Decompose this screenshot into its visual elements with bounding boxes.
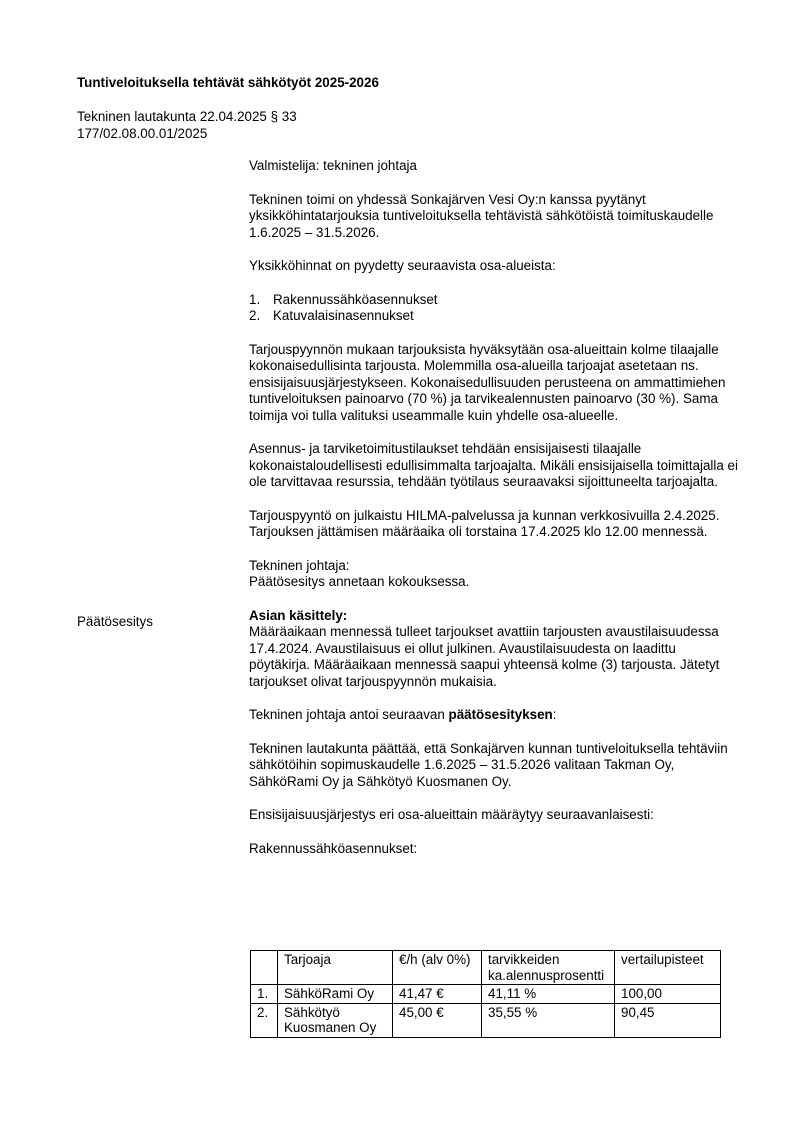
meeting-line: Tekninen lautakunta 22.04.2025 § 33	[77, 109, 297, 124]
record-number: 177/02.08.00.01/2025	[77, 125, 208, 141]
header-cell: Tarjoaja	[278, 951, 393, 985]
areas-list	[249, 292, 739, 325]
document-body	[249, 158, 739, 874]
unit-prices-paragraph: Yksikköhinnat on pyydetty seuraavista osa-alueista:	[249, 258, 556, 273]
header-cell	[251, 951, 278, 985]
table-cell: 45,00 €	[393, 1003, 482, 1037]
document-title: Tuntiveloituksella tehtävät sähkötyöt 2025-2026	[77, 75, 379, 90]
gave-proposal-paragraph	[249, 707, 739, 724]
handling-heading: Asian käsittely:	[249, 607, 348, 623]
offers-table	[250, 950, 721, 1038]
orders-paragraph: Asennus- ja tarviketoimitustilaukset tehdään ensisijaisesti tilaajalle kokonaistaloudellisesti edullisimmalta tarjoajalta. Mikäli ensisijaisella toimittajalla ei ole tarvittavaa resurssia, tehdään työtilaus seuraavaksi sijoittuneelta tarjoajalta.	[249, 441, 738, 489]
gave-suffix: :	[552, 707, 557, 722]
publication-paragraph: Tarjouspyyntö on julkaistu HILMA-palvelussa ja kunnan verkkosivuilla 2.4.2025. Tarjouksen jättämisen määräaika oli torstaina 17.4.2025 klo 12.00 mennessä.	[249, 507, 720, 539]
list-item	[249, 292, 739, 309]
header-cell: tarvikkeiden ka.alennusprosentti	[482, 951, 615, 985]
table-cell: 2.	[251, 1003, 278, 1037]
priority-paragraph: Ensisijaisuusjärjestys eri osa-alueittain määräytyy seuraavanlaisesti:	[249, 807, 654, 822]
proposal-by: Tekninen johtaja:	[249, 557, 350, 573]
table-cell: SähköRami Oy	[278, 985, 393, 1004]
list-number: 2.	[249, 308, 261, 323]
table-header-row	[251, 951, 721, 985]
intro-paragraph: Tekninen toimi on yhdessä Sonkajärven Vesi Oy:n kanssa pyytänyt yksikköhintatarjouksia tuntiveloituksella tehtävistä sähkötöistä toimituskaudelle 1.6.2025 – 31.5.2026.	[249, 191, 714, 240]
handling-text: Määräaikaan mennessä tulleet tarjoukset avattiin tarjousten avaustilaisuudessa 17.4.2024. Avaustilaisuus ei ollut julkinen. Avaustilaisuudesta on laadittu pöytäkirja. Määräaikaan mennessä saapui yhteensä kolme (3) tarjousta. Jätetyt tarjoukset olivat tarjouspyynnön mukaisia.	[249, 624, 720, 689]
table-cell: 90,45	[615, 1003, 721, 1037]
table-cell: Sähkötyö Kuosmanen Oy	[278, 1003, 393, 1037]
decision-paragraph: Tekninen lautakunta päättää, että Sonkajärven kunnan tuntiveloituksella tehtäviin sähkötöihin sopimuskaudelle 1.6.2025 – 31.5.2026 valitaan Takman Oy, SähköRami Oy ja Sähkötyö Kuosmanen Oy.	[249, 740, 728, 789]
gave-bold: päätösesityksen	[448, 707, 553, 722]
list-label: Katuvalaisinasennukset	[273, 308, 414, 323]
proposal-block	[249, 558, 739, 591]
acceptance-paragraph: Tarjouspyynnön mukaan tarjouksista hyväksytään osa-alueittain kolme tilaajalle kokonaisedullisinta tarjousta. Molemmilla osa-alueilla tarjoajat asetetaan ns. ensisijaisuusjärjestykseen. Kokonaisedullisuuden perusteena on ammattimiehen tuntiveloituksen painoarvo (70 %) ja tarvikealennusten painoarvo (30 %). Sama toimija voi tulla valituksi useammalle kuin yhdelle osa-alueelle.	[249, 341, 726, 423]
list-item	[249, 308, 739, 325]
meeting-info	[77, 109, 297, 142]
table-cell: 35,55 %	[482, 1003, 615, 1037]
list-number: 1.	[249, 291, 261, 307]
handling-block	[249, 608, 739, 691]
gave-prefix: Tekninen johtaja antoi seuraavan	[249, 707, 449, 722]
proposal-label: Päätösesitys	[77, 614, 153, 629]
preparer: Valmistelija: tekninen johtaja	[249, 158, 417, 173]
header-cell: €/h (alv 0%)	[393, 951, 482, 985]
proposal-text: Päätösesitys annetaan kokouksessa.	[249, 574, 470, 589]
list-label: Rakennussähköasennukset	[273, 291, 438, 307]
table-cell: 1.	[251, 985, 278, 1004]
table-row	[251, 985, 721, 1004]
table-cell: 41,47 €	[393, 985, 482, 1004]
table-cell: 100,00	[615, 985, 721, 1004]
header-cell: vertailupisteet	[615, 951, 721, 985]
table-row	[251, 1003, 721, 1037]
table-cell: 41,11 %	[482, 985, 615, 1004]
table-caption: Rakennussähköasennukset:	[249, 840, 418, 856]
